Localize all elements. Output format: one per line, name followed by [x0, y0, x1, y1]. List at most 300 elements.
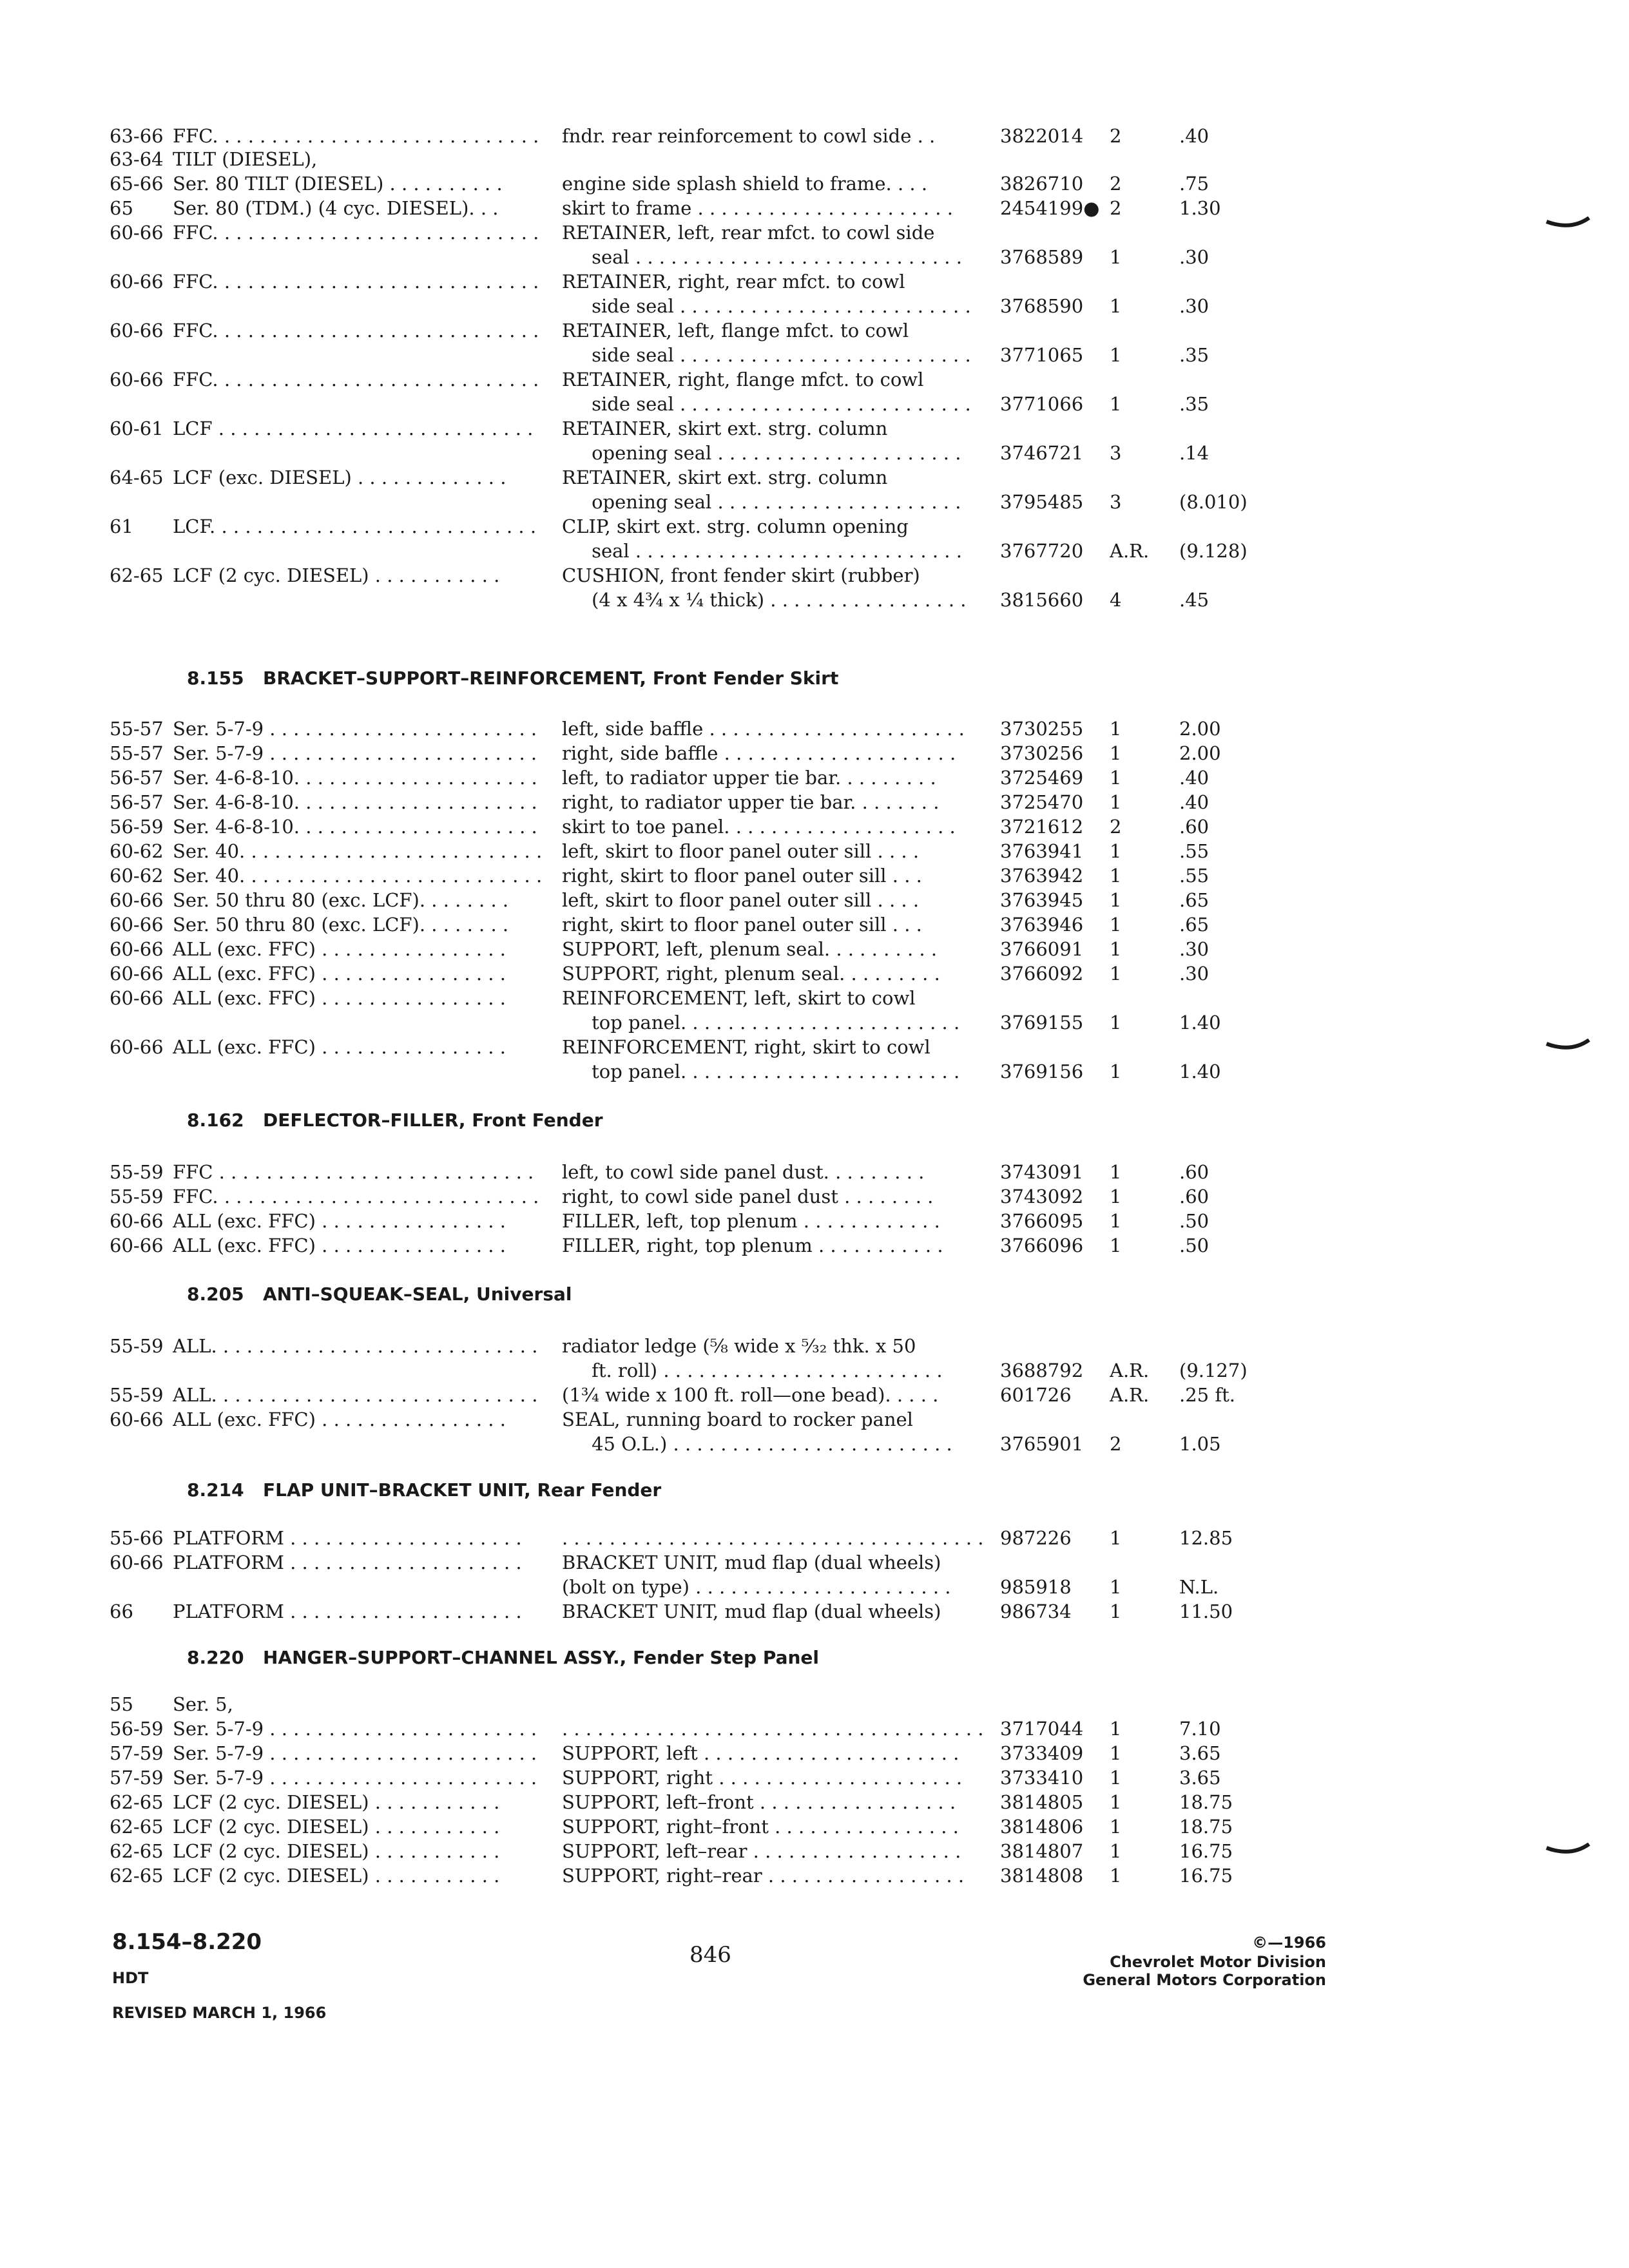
- description-cell: BRACKET UNIT, mud flap (dual wheels): [562, 1600, 941, 1622]
- part-number-cell: 3725470: [1000, 791, 1084, 813]
- table-row: [0, 196, 1629, 222]
- price-cell: .14: [1179, 442, 1210, 464]
- model-cell: Ser. 5-7-9 . . . . . . . . . . . . . . . . . . . . . . .: [173, 1767, 537, 1789]
- catalog-code: HDT: [112, 1969, 149, 1987]
- year-cell: 60-62: [110, 865, 164, 887]
- model-cell: FFC. . . . . . . . . . . . . . . . . . . . . . . . . . . .: [173, 271, 539, 293]
- table-row: [0, 441, 1629, 466]
- description-cell: FILLER, right, top plenum . . . . . . . . . . .: [562, 1235, 943, 1256]
- price-cell: .30: [1179, 938, 1210, 960]
- model-cell: LCF (2 cyc. DIESEL) . . . . . . . . . . .: [173, 1791, 500, 1813]
- description-cell: side seal . . . . . . . . . . . . . . . . . . . . . . . . .: [562, 344, 971, 366]
- part-number-cell: 601726: [1000, 1384, 1072, 1406]
- description-cell: seal . . . . . . . . . . . . . . . . . . . . . . . . . . . .: [562, 246, 962, 268]
- table-row: [0, 539, 1629, 564]
- part-number-cell: 3733410: [1000, 1767, 1084, 1789]
- description-cell: right, to radiator upper tie bar. . . . . . . .: [562, 791, 940, 813]
- year-cell: 60-66: [110, 963, 164, 985]
- quantity-cell: 1: [1110, 1600, 1122, 1622]
- price-cell: .30: [1179, 295, 1210, 317]
- corporation-name: General Motors Corporation: [1083, 1971, 1326, 1989]
- price-cell: .60: [1179, 1161, 1210, 1183]
- section-range: 8.154–8.220: [112, 1929, 262, 1955]
- model-cell: PLATFORM . . . . . . . . . . . . . . . . . . . .: [173, 1527, 522, 1549]
- part-number-cell: 3766095: [1000, 1210, 1084, 1232]
- year-cell: 62-65: [110, 1816, 164, 1838]
- part-number-cell: 3725469: [1000, 767, 1084, 789]
- table-row: [0, 814, 1629, 840]
- description-cell: SUPPORT, right, plenum seal. . . . . . . . .: [562, 963, 940, 985]
- quantity-cell: 2: [1110, 816, 1122, 838]
- table-row: [0, 839, 1629, 865]
- quantity-cell: 4: [1110, 589, 1122, 611]
- year-cell: 55-59: [110, 1161, 164, 1183]
- model-cell: Ser. 80 (TDM.) (4 cyc. DIESEL). . .: [173, 197, 499, 219]
- quantity-cell: 1: [1110, 1767, 1122, 1789]
- table-row: [0, 294, 1629, 320]
- table-row: [0, 1839, 1629, 1865]
- table-row: [0, 1863, 1629, 1889]
- quantity-cell: 1: [1110, 791, 1122, 813]
- section-heading: [0, 1478, 1629, 1504]
- year-cell: 60-66: [110, 1552, 164, 1573]
- table-row: [0, 1526, 1629, 1552]
- table-row: [0, 514, 1629, 540]
- part-number-cell: 3763942: [1000, 865, 1084, 887]
- model-cell: LCF (2 cyc. DIESEL) . . . . . . . . . . .: [173, 1840, 500, 1862]
- model-cell: Ser. 5-7-9 . . . . . . . . . . . . . . . . . . . . . . .: [173, 1718, 537, 1740]
- price-cell: .30: [1179, 963, 1210, 985]
- description-cell: left, skirt to floor panel outer sill . . . .: [562, 889, 920, 911]
- section-title: ANTI–SQUEAK–SEAL, Universal: [263, 1283, 572, 1305]
- table-row: [0, 490, 1629, 515]
- quantity-cell: 1: [1110, 1865, 1122, 1887]
- quantity-cell: 1: [1110, 1791, 1122, 1813]
- table-row: [0, 863, 1629, 889]
- revision-date: REVISED MARCH 1, 1966: [112, 2004, 327, 2022]
- description-cell: SUPPORT, left–front . . . . . . . . . . . . . . . . .: [562, 1791, 956, 1813]
- year-cell: 61: [110, 515, 133, 537]
- year-cell: 56-57: [110, 767, 164, 789]
- price-cell: 3.65: [1179, 1767, 1221, 1789]
- price-cell: .35: [1179, 344, 1210, 366]
- price-cell: .75: [1179, 173, 1210, 195]
- part-number-cell: 3743092: [1000, 1186, 1084, 1207]
- model-cell: ALL (exc. FFC) . . . . . . . . . . . . . . . .: [173, 987, 506, 1009]
- price-cell: (9.127): [1179, 1360, 1248, 1381]
- table-row: [0, 465, 1629, 491]
- part-number-cell: 3721612: [1000, 816, 1084, 838]
- price-cell: N.L.: [1179, 1576, 1219, 1598]
- quantity-cell: 1: [1110, 963, 1122, 985]
- model-cell: Ser. 80 TILT (DIESEL) . . . . . . . . . .: [173, 173, 503, 195]
- table-row: [0, 343, 1629, 369]
- table-row: [0, 269, 1629, 295]
- quantity-cell: 1: [1110, 742, 1122, 764]
- quantity-cell: 1: [1110, 1161, 1122, 1183]
- description-cell: left, to cowl side panel dust. . . . . . . . .: [562, 1161, 925, 1183]
- quantity-cell: 1: [1110, 246, 1122, 268]
- description-cell: CLIP, skirt ext. strg. column opening: [562, 515, 909, 537]
- part-number-cell: 3763946: [1000, 914, 1084, 936]
- table-row: [0, 588, 1629, 613]
- year-cell: 60-66: [110, 889, 164, 911]
- model-cell: ALL. . . . . . . . . . . . . . . . . . . . . . . . . . . .: [173, 1384, 538, 1406]
- year-cell: 55-66: [110, 1527, 164, 1549]
- part-number-cell: 3746721: [1000, 442, 1084, 464]
- page-number: 846: [689, 1942, 731, 1968]
- table-row: [0, 147, 1629, 173]
- price-cell: 11.50: [1179, 1600, 1233, 1622]
- year-cell: 60-66: [110, 222, 164, 244]
- section-heading: [0, 1646, 1629, 1671]
- description-cell: RETAINER, right, flange mfct. to cowl: [562, 369, 924, 390]
- quantity-cell: 2: [1110, 173, 1122, 195]
- table-row: [0, 563, 1629, 589]
- price-cell: 18.75: [1179, 1816, 1233, 1838]
- part-number-cell: 3768590: [1000, 295, 1084, 317]
- table-row: [0, 961, 1629, 987]
- table-row: [0, 220, 1629, 246]
- quantity-cell: 2: [1110, 197, 1122, 219]
- description-cell: opening seal . . . . . . . . . . . . . . . . . . . . .: [562, 442, 961, 464]
- quantity-cell: 1: [1110, 1210, 1122, 1232]
- quantity-cell: A.R.: [1110, 1360, 1150, 1381]
- price-cell: .25 ft.: [1179, 1384, 1235, 1406]
- table-row: [0, 716, 1629, 742]
- section-title: BRACKET–SUPPORT–REINFORCEMENT, Front Fender Skirt: [263, 668, 839, 689]
- year-cell: 63-66: [110, 125, 164, 147]
- model-cell: LCF (2 cyc. DIESEL) . . . . . . . . . . .: [173, 1865, 500, 1887]
- price-cell: .55: [1179, 840, 1210, 862]
- table-row: [0, 1432, 1629, 1457]
- margin-mark-icon: [1545, 1843, 1590, 1857]
- model-cell: Ser. 4-6-8-10. . . . . . . . . . . . . . . . . . . . .: [173, 791, 537, 813]
- year-cell: 62-65: [110, 1865, 164, 1887]
- description-cell: top panel. . . . . . . . . . . . . . . . . . . . . . . .: [562, 1012, 960, 1033]
- description-cell: RETAINER, skirt ext. strg. column: [562, 418, 888, 439]
- table-row: [0, 1010, 1629, 1036]
- table-row: [0, 1233, 1629, 1259]
- description-cell: SUPPORT, left–rear . . . . . . . . . . . . . . . . . .: [562, 1840, 961, 1862]
- description-cell: SUPPORT, right . . . . . . . . . . . . . . . . . . . . .: [562, 1767, 963, 1789]
- table-row: [0, 1790, 1629, 1816]
- year-cell: 60-66: [110, 938, 164, 960]
- section-number: 8.220: [187, 1647, 244, 1668]
- table-row: [0, 1716, 1629, 1742]
- description-cell: . . . . . . . . . . . . . . . . . . . . . . . . . . . . . . . . . . . .: [562, 1718, 984, 1740]
- section-heading: [0, 666, 1629, 692]
- quantity-cell: 1: [1110, 1742, 1122, 1764]
- price-cell: .60: [1179, 816, 1210, 838]
- part-number-cell: 3763945: [1000, 889, 1084, 911]
- model-cell: Ser. 40. . . . . . . . . . . . . . . . . . . . . . . . . .: [173, 840, 543, 862]
- part-number-cell: 3765901: [1000, 1433, 1084, 1455]
- quantity-cell: 1: [1110, 344, 1122, 366]
- part-number-cell: 3769155: [1000, 1012, 1084, 1033]
- year-cell: 60-66: [110, 1210, 164, 1232]
- description-cell: (1¾ wide x 100 ft. roll—one bead). . . . .: [562, 1384, 939, 1406]
- quantity-cell: 1: [1110, 1012, 1122, 1033]
- table-row: [0, 888, 1629, 914]
- part-number-cell: 3763941: [1000, 840, 1084, 862]
- description-cell: right, skirt to floor panel outer sill . . .: [562, 914, 922, 936]
- section-number: 8.155: [187, 668, 244, 689]
- description-cell: RETAINER, right, rear mfct. to cowl: [562, 271, 905, 293]
- price-cell: 1.05: [1179, 1433, 1221, 1455]
- quantity-cell: 1: [1110, 718, 1122, 740]
- year-cell: 64-65: [110, 466, 164, 488]
- table-row: [0, 124, 1629, 149]
- year-cell: 66: [110, 1600, 133, 1622]
- description-cell: 45 O.L.) . . . . . . . . . . . . . . . . . . . . . . . .: [562, 1433, 952, 1455]
- part-number-cell: 3730255: [1000, 718, 1084, 740]
- model-cell: PLATFORM . . . . . . . . . . . . . . . . . . . .: [173, 1600, 522, 1622]
- division-name: Chevrolet Motor Division: [1110, 1953, 1326, 1971]
- quantity-cell: A.R.: [1110, 1384, 1150, 1406]
- price-cell: .35: [1179, 393, 1210, 415]
- section-heading: [0, 1282, 1629, 1308]
- quantity-cell: 1: [1110, 767, 1122, 789]
- part-number-cell: 3814808: [1000, 1865, 1084, 1887]
- part-number-cell: 3771066: [1000, 393, 1084, 415]
- quantity-cell: 1: [1110, 1235, 1122, 1256]
- description-cell: engine side splash shield to frame. . . .: [562, 173, 928, 195]
- quantity-cell: 1: [1110, 1186, 1122, 1207]
- table-row: [0, 416, 1629, 442]
- price-cell: 1.30: [1179, 197, 1221, 219]
- part-number-cell: 3766091: [1000, 938, 1084, 960]
- section-number: 8.162: [187, 1110, 244, 1131]
- description-cell: SEAL, running board to rocker panel: [562, 1408, 913, 1430]
- price-cell: 1.40: [1179, 1061, 1221, 1082]
- year-cell: 60-66: [110, 320, 164, 341]
- model-cell: FFC. . . . . . . . . . . . . . . . . . . . . . . . . . . .: [173, 125, 539, 147]
- part-number-cell: 3766096: [1000, 1235, 1084, 1256]
- description-cell: left, skirt to floor panel outer sill . . . .: [562, 840, 920, 862]
- model-cell: LCF (2 cyc. DIESEL) . . . . . . . . . . .: [173, 564, 500, 586]
- table-row: [0, 367, 1629, 393]
- part-number-cell: 3814805: [1000, 1791, 1084, 1813]
- section-number: 8.205: [187, 1283, 244, 1305]
- description-cell: REINFORCEMENT, left, skirt to cowl: [562, 987, 916, 1009]
- year-cell: 55-57: [110, 718, 164, 740]
- quantity-cell: 1: [1110, 295, 1122, 317]
- year-cell: 63-64: [110, 148, 164, 170]
- year-cell: 60-66: [110, 271, 164, 293]
- year-cell: 62-65: [110, 1840, 164, 1862]
- quantity-cell: 1: [1110, 393, 1122, 415]
- price-cell: 16.75: [1179, 1865, 1233, 1887]
- description-cell: BRACKET UNIT, mud flap (dual wheels): [562, 1552, 941, 1573]
- price-cell: 3.65: [1179, 1742, 1221, 1764]
- price-cell: .50: [1179, 1235, 1210, 1256]
- part-number-cell: 3733409: [1000, 1742, 1084, 1764]
- description-cell: top panel. . . . . . . . . . . . . . . . . . . . . . . .: [562, 1061, 960, 1082]
- description-cell: opening seal . . . . . . . . . . . . . . . . . . . . .: [562, 491, 961, 513]
- table-row: [0, 1741, 1629, 1767]
- table-row: [0, 765, 1629, 791]
- model-cell: FFC. . . . . . . . . . . . . . . . . . . . . . . . . . . .: [173, 1186, 539, 1207]
- description-cell: left, side baffle . . . . . . . . . . . . . . . . . . . . . .: [562, 718, 965, 740]
- model-cell: Ser. 4-6-8-10. . . . . . . . . . . . . . . . . . . . .: [173, 816, 537, 838]
- section-heading: [0, 1108, 1629, 1134]
- price-cell: 16.75: [1179, 1840, 1233, 1862]
- table-row: [0, 1358, 1629, 1384]
- section-number: 8.214: [187, 1479, 244, 1501]
- part-number-cell: 985918: [1000, 1576, 1072, 1598]
- price-cell: .60: [1179, 1186, 1210, 1207]
- table-row: [0, 1160, 1629, 1186]
- year-cell: 62-65: [110, 564, 164, 586]
- table-row: [0, 1599, 1629, 1625]
- price-cell: (8.010): [1179, 491, 1248, 513]
- table-row: [0, 986, 1629, 1012]
- model-cell: FFC. . . . . . . . . . . . . . . . . . . . . . . . . . . .: [173, 369, 539, 390]
- year-cell: 56-59: [110, 816, 164, 838]
- price-cell: .30: [1179, 246, 1210, 268]
- part-number-cell: 3768589: [1000, 246, 1084, 268]
- quantity-cell: 1: [1110, 1527, 1122, 1549]
- quantity-cell: 3: [1110, 491, 1122, 513]
- description-cell: SUPPORT, left, plenum seal. . . . . . . . . .: [562, 938, 938, 960]
- year-cell: 60-66: [110, 914, 164, 936]
- quantity-cell: 3: [1110, 442, 1122, 464]
- model-cell: Ser. 40. . . . . . . . . . . . . . . . . . . . . . . . . .: [173, 865, 543, 887]
- description-cell: left, to radiator upper tie bar. . . . . . . . .: [562, 767, 936, 789]
- part-number-cell: 3822014: [1000, 125, 1084, 147]
- price-cell: .65: [1179, 914, 1210, 936]
- table-row: [0, 1692, 1629, 1718]
- section-title: HANGER–SUPPORT–CHANNEL ASSY., Fender Step Panel: [263, 1647, 820, 1668]
- price-cell: 12.85: [1179, 1527, 1233, 1549]
- price-cell: .40: [1179, 767, 1210, 789]
- model-cell: Ser. 5-7-9 . . . . . . . . . . . . . . . . . . . . . . .: [173, 742, 537, 764]
- model-cell: Ser. 4-6-8-10. . . . . . . . . . . . . . . . . . . . .: [173, 767, 537, 789]
- year-cell: 60-66: [110, 1408, 164, 1430]
- table-row: [0, 1814, 1629, 1840]
- description-cell: right, side baffle . . . . . . . . . . . . . . . . . . . .: [562, 742, 956, 764]
- part-number-cell: 987226: [1000, 1527, 1072, 1549]
- part-number-cell: 2454199●: [1000, 197, 1100, 219]
- price-cell: (9.128): [1179, 540, 1248, 562]
- model-cell: Ser. 50 thru 80 (exc. LCF). . . . . . . .: [173, 914, 509, 936]
- price-cell: .55: [1179, 865, 1210, 887]
- year-cell: 60-61: [110, 418, 164, 439]
- quantity-cell: 2: [1110, 125, 1122, 147]
- description-cell: REINFORCEMENT, right, skirt to cowl: [562, 1036, 930, 1058]
- description-cell: fndr. rear reinforcement to cowl side . .: [562, 125, 936, 147]
- description-cell: FILLER, left, top plenum . . . . . . . . . . . .: [562, 1210, 940, 1232]
- table-row: [0, 1550, 1629, 1576]
- description-cell: seal . . . . . . . . . . . . . . . . . . . . . . . . . . . .: [562, 540, 962, 562]
- price-cell: .40: [1179, 791, 1210, 813]
- model-cell: ALL (exc. FFC) . . . . . . . . . . . . . . . .: [173, 938, 506, 960]
- model-cell: Ser. 50 thru 80 (exc. LCF). . . . . . . .: [173, 889, 509, 911]
- part-number-cell: 3814807: [1000, 1840, 1084, 1862]
- model-cell: ALL (exc. FFC) . . . . . . . . . . . . . . . .: [173, 963, 506, 985]
- part-number-cell: 3688792: [1000, 1360, 1084, 1381]
- quantity-cell: 1: [1110, 1840, 1122, 1862]
- table-row: [0, 1765, 1629, 1791]
- description-cell: ft. roll) . . . . . . . . . . . . . . . . . . . . . . . .: [562, 1360, 943, 1381]
- model-cell: FFC. . . . . . . . . . . . . . . . . . . . . . . . . . . .: [173, 320, 539, 341]
- quantity-cell: 1: [1110, 938, 1122, 960]
- year-cell: 55-59: [110, 1186, 164, 1207]
- price-cell: .40: [1179, 125, 1210, 147]
- description-cell: skirt to frame . . . . . . . . . . . . . . . . . . . . . .: [562, 197, 953, 219]
- price-cell: 1.40: [1179, 1012, 1221, 1033]
- description-cell: SUPPORT, right–rear . . . . . . . . . . . . . . . . .: [562, 1865, 965, 1887]
- table-row: [0, 1383, 1629, 1408]
- year-cell: 65-66: [110, 173, 164, 195]
- quantity-cell: A.R.: [1110, 540, 1150, 562]
- description-cell: (bolt on type) . . . . . . . . . . . . . . . . . . . . . .: [562, 1576, 951, 1598]
- part-number-cell: 3795485: [1000, 491, 1084, 513]
- model-cell: ALL (exc. FFC) . . . . . . . . . . . . . . . .: [173, 1036, 506, 1058]
- quantity-cell: 2: [1110, 1433, 1122, 1455]
- year-cell: 60-66: [110, 1235, 164, 1256]
- year-cell: 60-66: [110, 1036, 164, 1058]
- model-cell: TILT (DIESEL),: [173, 148, 318, 170]
- model-cell: LCF. . . . . . . . . . . . . . . . . . . . . . . . . . . .: [173, 515, 537, 537]
- year-cell: 65: [110, 197, 133, 219]
- price-cell: 2.00: [1179, 718, 1221, 740]
- part-number-cell: 3767720: [1000, 540, 1084, 562]
- section-title: DEFLECTOR–FILLER, Front Fender: [263, 1110, 603, 1131]
- part-number-cell: 3814806: [1000, 1816, 1084, 1838]
- model-cell: ALL. . . . . . . . . . . . . . . . . . . . . . . . . . . .: [173, 1335, 538, 1357]
- description-cell: SUPPORT, right–front . . . . . . . . . . . . . . . .: [562, 1816, 959, 1838]
- model-cell: ALL (exc. FFC) . . . . . . . . . . . . . . . .: [173, 1210, 506, 1232]
- description-cell: SUPPORT, left . . . . . . . . . . . . . . . . . . . . . .: [562, 1742, 959, 1764]
- description-cell: (4 x 4¾ x ¼ thick) . . . . . . . . . . . . . . . . .: [562, 589, 967, 611]
- table-row: [0, 318, 1629, 344]
- year-cell: 57-59: [110, 1742, 164, 1764]
- year-cell: 62-65: [110, 1791, 164, 1813]
- price-cell: 2.00: [1179, 742, 1221, 764]
- quantity-cell: 1: [1110, 1061, 1122, 1082]
- model-cell: Ser. 5,: [173, 1693, 233, 1715]
- description-cell: RETAINER, left, rear mfct. to cowl side: [562, 222, 935, 244]
- table-row: [0, 912, 1629, 938]
- quantity-cell: 1: [1110, 865, 1122, 887]
- part-number-cell: 3769156: [1000, 1061, 1084, 1082]
- table-row: [0, 1059, 1629, 1085]
- year-cell: 55: [110, 1693, 133, 1715]
- table-row: [0, 245, 1629, 271]
- model-cell: LCF (exc. DIESEL) . . . . . . . . . . . . .: [173, 466, 506, 488]
- part-number-cell: 3717044: [1000, 1718, 1084, 1740]
- model-cell: FFC. . . . . . . . . . . . . . . . . . . . . . . . . . . .: [173, 222, 539, 244]
- model-cell: PLATFORM . . . . . . . . . . . . . . . . . . . .: [173, 1552, 522, 1573]
- model-cell: LCF (2 cyc. DIESEL) . . . . . . . . . . .: [173, 1816, 500, 1838]
- year-cell: 55-57: [110, 742, 164, 764]
- copyright: ©—1966: [1252, 1934, 1326, 1952]
- table-row: [0, 1035, 1629, 1061]
- price-cell: .45: [1179, 589, 1210, 611]
- model-cell: Ser. 5-7-9 . . . . . . . . . . . . . . . . . . . . . . .: [173, 718, 537, 740]
- part-number-cell: 3743091: [1000, 1161, 1084, 1183]
- model-cell: LCF . . . . . . . . . . . . . . . . . . . . . . . . . . .: [173, 418, 534, 439]
- table-row: [0, 1575, 1629, 1600]
- quantity-cell: 1: [1110, 1718, 1122, 1740]
- model-cell: FFC . . . . . . . . . . . . . . . . . . . . . . . . . . .: [173, 1161, 534, 1183]
- year-cell: 60-66: [110, 369, 164, 390]
- table-row: [0, 1334, 1629, 1360]
- margin-mark-icon: [1545, 1039, 1590, 1053]
- part-number-cell: 3766092: [1000, 963, 1084, 985]
